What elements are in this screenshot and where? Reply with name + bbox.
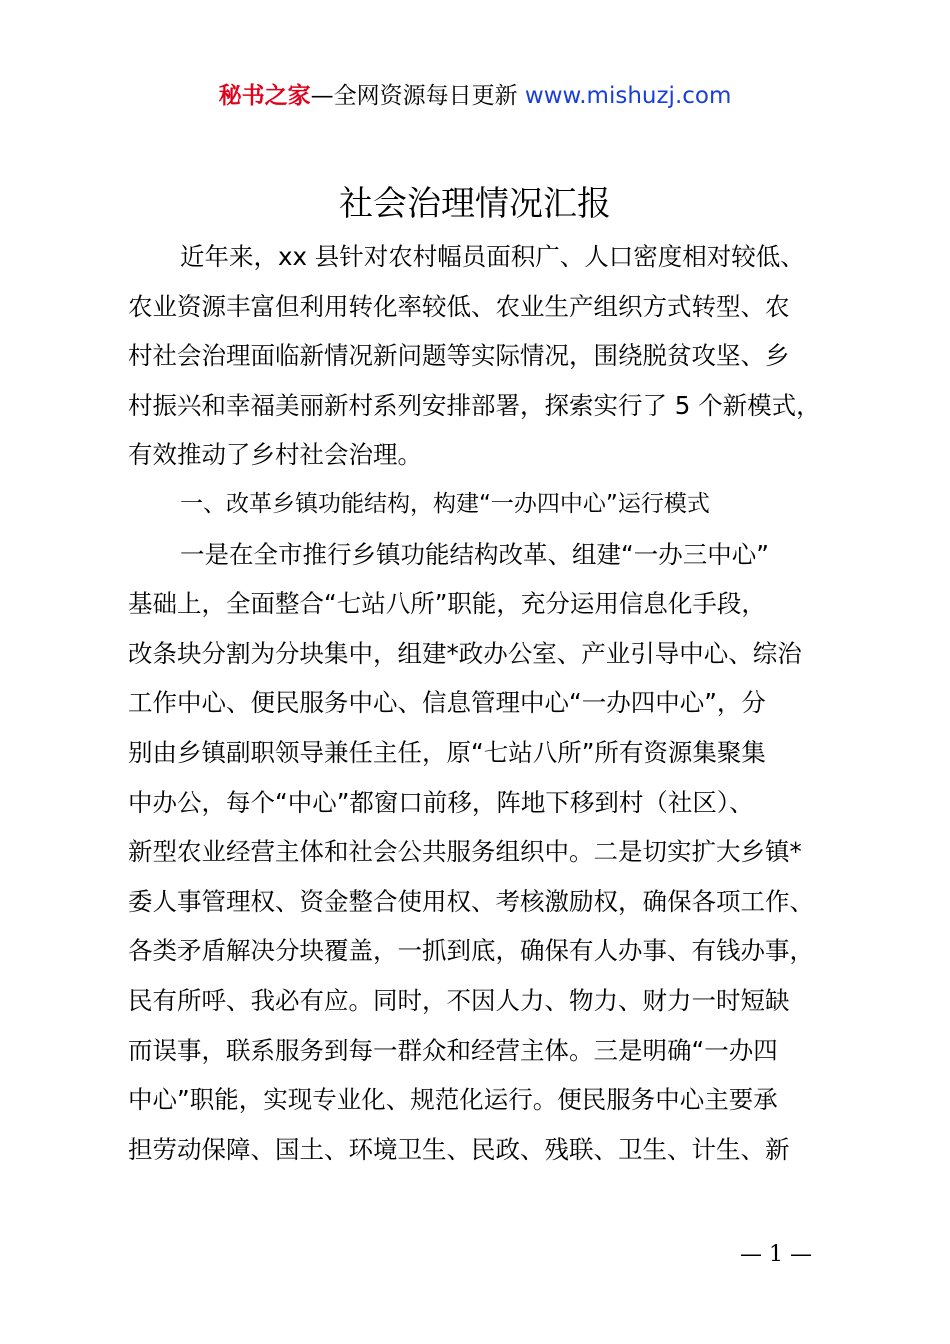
site-tagline: —全网资源每日更新: [310, 83, 518, 109]
body-line: 中心”职能，实现专业化、规范化运行。便民服务中心主要承: [128, 1085, 778, 1115]
body-line: 别由乡镇副职领导兼任主任，原“七站八所”所有资源集聚集: [128, 737, 766, 767]
document-body: [128, 232, 848, 1174]
body-line: 委人事管理权、资金整合使用权、考核激励权，确保各项工作、: [128, 886, 814, 916]
body-line: 民有所呼、我必有应。同时，不因人力、物力、财力一时短缺: [128, 985, 790, 1015]
body-line: 中办公，每个“中心”都窗口前移，阵地下移到村（社区）、: [128, 787, 754, 817]
document-title: 社会治理情况汇报: [339, 184, 611, 224]
site-brand: 秘书之家: [218, 83, 311, 109]
body-line: 各类矛盾解决分块覆盖，一抓到底，确保有人办事、有钱办事，: [128, 936, 814, 966]
body-line: 近年来，xx 县针对农村幅员面积广、人口密度相对较低、: [180, 242, 805, 271]
page-number: — 1 —: [740, 1242, 812, 1267]
body-line: 农业资源丰富但利用转化率较低、农业生产组织方式转型、农: [128, 291, 790, 321]
body-line: 一是在全市推行乡镇功能结构改革、组建“一办三中心”: [180, 539, 769, 569]
body-line: 基础上，全面整合“七站八所”职能，充分运用信息化手段，: [128, 589, 766, 619]
body-line: 村社会治理面临新情况新问题等实际情况，围绕脱贫攻坚、乡: [128, 341, 790, 371]
body-line: 改条块分割为分块集中，组建*政办公室、产业引导中心、综治: [128, 638, 802, 668]
section-heading: 一、改革乡镇功能结构，构建“一办四中心”运行模式: [180, 490, 710, 517]
body-line: 有效推动了乡村社会治理。: [128, 440, 422, 470]
body-line: 担劳动保障、国土、环境卫生、民政、残联、卫生、计生、新: [128, 1134, 790, 1164]
body-line: 而误事，联系服务到每一群众和经营主体。三是明确“一办四: [128, 1035, 778, 1065]
body-line: 新型农业经营主体和社会公共服务组织中。二是切实扩大乡镇*: [128, 837, 802, 867]
body-line: 村振兴和幸福美丽新村系列安排部署，探索实行了 5 个新模式，: [128, 390, 821, 420]
body-line: 工作中心、便民服务中心、信息管理中心“一办四中心”，分: [128, 688, 766, 718]
site-header: [0, 80, 950, 112]
site-url-link[interactable]: www.mishuzj.com: [524, 83, 732, 109]
